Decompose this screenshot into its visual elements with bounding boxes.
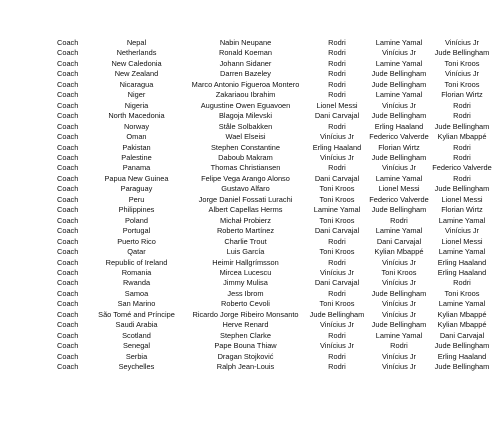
voter-role-cell: Coach [57, 58, 79, 68]
third-place-cell: Rodri [453, 142, 471, 152]
table-row [57, 320, 493, 330]
voter-role-cell: Coach [57, 48, 79, 58]
country-cell: São Tomé and Príncipe [98, 309, 175, 319]
voter-name-cell: Albert Capellas Herms [208, 205, 283, 215]
voter-role-cell: Coach [57, 173, 79, 183]
table-row [57, 122, 493, 132]
voter-name-cell: Wael Elseisi [225, 132, 266, 142]
voter-name-cell: Michał Probierz [220, 215, 271, 225]
second-place-cell: Lamine Yamal [375, 330, 423, 340]
second-place-cell: Jude Bellingham [371, 79, 427, 89]
third-place-cell: Vinícius Jr [445, 38, 479, 47]
country-cell: Serbia [125, 351, 148, 361]
voter-name-cell: Marco Antonio Figueroa Montero [191, 79, 300, 89]
third-place-cell: Florian Wirtz [441, 205, 483, 215]
voter-role-cell: Coach [57, 236, 79, 246]
voter-role-cell: Coach [57, 267, 79, 277]
table-row [57, 48, 493, 58]
second-place-cell: Lamine Yamal [375, 226, 423, 236]
second-place-cell: Vinícius Jr [382, 48, 416, 58]
voter-name-cell: Gustavo Alfaro [221, 184, 270, 194]
second-place-cell: Jude Bellingham [371, 152, 427, 162]
country-cell: Saudi Arabia [115, 320, 158, 330]
country-cell: Puerto Rico [117, 236, 156, 246]
second-place-cell: Federico Valverde [369, 194, 429, 204]
table-row [57, 331, 493, 341]
table-row [57, 184, 493, 194]
third-place-cell: Jude Bellingham [434, 121, 490, 131]
voter-role-cell: Coach [57, 152, 79, 162]
country-cell: Republic of Ireland [105, 257, 168, 267]
voter-role-cell: Coach [57, 69, 79, 79]
table-row [57, 153, 493, 163]
voter-name-cell: Ronald Koeman [218, 48, 272, 58]
votes-table [57, 38, 493, 373]
voter-role-cell: Coach [57, 142, 79, 152]
voter-role-cell: Coach [57, 226, 79, 236]
second-place-cell: Vinícius Jr [382, 309, 416, 319]
second-place-cell: Vinícius Jr [382, 163, 416, 173]
third-place-cell: Erling Haaland [437, 267, 487, 277]
second-place-cell: Lionel Messi [378, 184, 420, 194]
table-row [57, 247, 493, 257]
first-place-cell: Rodri [328, 48, 346, 58]
table-row [57, 163, 493, 173]
third-place-cell: Erling Haaland [437, 351, 487, 361]
table-row [57, 278, 493, 288]
third-place-cell: Lionel Messi [441, 194, 483, 204]
first-place-cell: Erling Haaland [312, 142, 362, 152]
country-cell: Seychelles [118, 362, 155, 372]
table-row [57, 59, 493, 69]
first-place-cell: Rodri [328, 58, 346, 68]
country-cell: New Caledonia [111, 58, 162, 68]
first-place-cell: Toni Kroos [319, 215, 355, 225]
second-place-cell: Erling Haaland [374, 121, 424, 131]
third-place-cell: Toni Kroos [444, 79, 480, 89]
second-place-cell: Jude Bellingham [371, 111, 427, 121]
voter-name-cell: Ståle Solbakken [218, 121, 273, 131]
voter-name-cell: Jorge Daniel Fossati Lurachi [198, 194, 293, 204]
first-place-cell: Vinícius Jr [320, 320, 354, 330]
third-place-cell: Rodri [453, 111, 471, 121]
first-place-cell: Rodri [328, 121, 346, 131]
country-cell: Norway [123, 121, 150, 131]
voter-name-cell: Thomas Christiansen [210, 163, 281, 173]
second-place-cell: Vinícius Jr [382, 351, 416, 361]
table-row [57, 299, 493, 309]
table-row [57, 352, 493, 362]
second-place-cell: Federico Valverde [369, 132, 429, 142]
voter-name-cell: Luis García [226, 247, 265, 257]
table-row [57, 195, 493, 205]
second-place-cell: Jude Bellingham [371, 288, 427, 298]
second-place-cell: Lamine Yamal [375, 58, 423, 68]
voter-name-cell: Jess Ibrom [227, 288, 264, 298]
country-cell: Niger [127, 90, 146, 100]
table-row [57, 226, 493, 236]
voter-name-cell: Darren Bazeley [220, 69, 271, 79]
first-place-cell: Rodri [328, 351, 346, 361]
voter-role-cell: Coach [57, 132, 79, 142]
first-place-cell: Rodri [328, 38, 346, 47]
third-place-cell: Kylian Mbappé [437, 309, 487, 319]
second-place-cell: Vinícius Jr [382, 257, 416, 267]
third-place-cell: Vinícius Jr [445, 69, 479, 79]
country-cell: Palestine [121, 152, 152, 162]
second-place-cell: Jude Bellingham [371, 320, 427, 330]
voter-role-cell: Coach [57, 121, 79, 131]
voter-role-cell: Coach [57, 330, 79, 340]
country-cell: Nicaragua [119, 79, 154, 89]
first-place-cell: Rodri [328, 163, 346, 173]
country-cell: Paraguay [120, 184, 153, 194]
first-place-cell: Vinícius Jr [320, 341, 354, 351]
second-place-cell: Lamine Yamal [375, 38, 423, 47]
table-row [57, 111, 493, 121]
table-row [57, 237, 493, 247]
country-cell: Poland [124, 215, 148, 225]
third-place-cell: Rodri [453, 278, 471, 288]
country-cell: Nepal [126, 38, 147, 47]
votes-table-body [57, 38, 493, 373]
second-place-cell: Dani Carvajal [376, 236, 422, 246]
voter-name-cell: Roberto Cevoli [221, 299, 270, 309]
second-place-cell: Vinícius Jr [382, 278, 416, 288]
voter-name-cell: Nabin Neupane [219, 38, 272, 47]
table-row [57, 132, 493, 142]
second-place-cell: Rodri [390, 341, 408, 351]
voter-name-cell: Ralph Jean-Louis [216, 362, 275, 372]
first-place-cell: Rodri [328, 330, 346, 340]
voter-name-cell: Stephen Clarke [220, 330, 271, 340]
third-place-cell: Florian Wirtz [441, 90, 483, 100]
voter-role-cell: Coach [57, 247, 79, 257]
second-place-cell: Toni Kroos [381, 267, 417, 277]
second-place-cell: Kylian Mbappé [374, 247, 424, 257]
table-row [57, 258, 493, 268]
table-row [57, 341, 493, 351]
table-row [57, 205, 493, 215]
voter-name-cell: Augustine Owen Eguavoen [200, 100, 291, 110]
table-row [57, 80, 493, 90]
country-cell: Scotland [122, 330, 151, 340]
third-place-cell: Lamine Yamal [438, 215, 486, 225]
country-cell: Samoa [124, 288, 149, 298]
country-cell: Oman [126, 132, 147, 142]
third-place-cell: Dani Carvajal [439, 330, 485, 340]
voter-role-cell: Coach [57, 257, 79, 267]
table-row [57, 216, 493, 226]
voter-role-cell: Coach [57, 288, 79, 298]
voter-role-cell: Coach [57, 341, 79, 351]
third-place-cell: Lamine Yamal [438, 247, 486, 257]
first-place-cell: Rodri [328, 257, 346, 267]
first-place-cell: Dani Carvajal [314, 111, 360, 121]
table-row [57, 38, 493, 48]
voter-role-cell: Coach [57, 184, 79, 194]
third-place-cell: Lamine Yamal [438, 299, 486, 309]
country-cell: Nigeria [124, 100, 149, 110]
first-place-cell: Toni Kroos [319, 299, 355, 309]
voter-role-cell: Coach [57, 90, 79, 100]
third-place-cell: Toni Kroos [444, 288, 480, 298]
voter-role-cell: Coach [57, 215, 79, 225]
voter-name-cell: Daboub Makram [218, 152, 273, 162]
country-cell: Romania [121, 267, 152, 277]
third-place-cell: Jude Bellingham [434, 341, 490, 351]
country-cell: Rwanda [122, 278, 151, 288]
table-row [57, 289, 493, 299]
country-cell: Philippines [118, 205, 155, 215]
voter-role-cell: Coach [57, 309, 79, 319]
table-row [57, 310, 493, 320]
second-place-cell: Lamine Yamal [375, 173, 423, 183]
third-place-cell: Jude Bellingham [434, 362, 490, 372]
country-cell: New Zealand [114, 69, 159, 79]
country-cell: Portugal [122, 226, 151, 236]
first-place-cell: Vinícius Jr [320, 152, 354, 162]
voter-name-cell: Blagoja Milevski [219, 111, 272, 121]
first-place-cell: Rodri [328, 236, 346, 246]
first-place-cell: Rodri [328, 362, 346, 372]
voter-role-cell: Coach [57, 351, 79, 361]
third-place-cell: Vinícius Jr [445, 226, 479, 236]
first-place-cell: Toni Kroos [319, 247, 355, 257]
third-place-cell: Toni Kroos [444, 58, 480, 68]
second-place-cell: Vinícius Jr [382, 299, 416, 309]
voter-role-cell: Coach [57, 320, 79, 330]
second-place-cell: Rodri [390, 215, 408, 225]
second-place-cell: Vinícius Jr [382, 362, 416, 372]
third-place-cell: Federico Valverde [432, 163, 492, 173]
voter-role-cell: Coach [57, 278, 79, 288]
country-cell: San Marino [117, 299, 156, 309]
second-place-cell: Jude Bellingham [371, 69, 427, 79]
third-place-cell: Jude Bellingham [434, 184, 490, 194]
third-place-cell: Lionel Messi [441, 236, 483, 246]
first-place-cell: Rodri [328, 69, 346, 79]
first-place-cell: Rodri [328, 90, 346, 100]
country-cell: Papua New Guinea [104, 173, 169, 183]
third-place-cell: Jude Bellingham [434, 48, 490, 58]
first-place-cell: Vinícius Jr [320, 267, 354, 277]
voter-name-cell: Roberto Martínez [216, 226, 275, 236]
voter-name-cell: Herve Renard [222, 320, 269, 330]
table-row [57, 69, 493, 79]
country-cell: Panama [122, 163, 151, 173]
voter-role-cell: Coach [57, 205, 79, 215]
first-place-cell: Rodri [328, 288, 346, 298]
voter-role-cell: Coach [57, 299, 79, 309]
voter-name-cell: Jimmy Mulisa [223, 278, 268, 288]
voter-name-cell: Stephen Constantine [210, 142, 281, 152]
country-cell: Senegal [122, 341, 151, 351]
third-place-cell: Rodri [453, 152, 471, 162]
voter-name-cell: Heimir Hallgrímsson [212, 257, 279, 267]
table-row [57, 101, 493, 111]
voter-name-cell: Felipe Vega Arango Alonso [201, 173, 290, 183]
voter-role-cell: Coach [57, 362, 79, 372]
country-cell: Netherlands [116, 48, 157, 58]
third-place-cell: Kylian Mbappé [437, 320, 487, 330]
table-row [57, 174, 493, 184]
first-place-cell: Dani Carvajal [314, 226, 360, 236]
country-cell: North Macedonia [108, 111, 165, 121]
first-place-cell: Rodri [328, 79, 346, 89]
voter-role-cell: Coach [57, 111, 79, 121]
first-place-cell: Vinícius Jr [320, 132, 354, 142]
third-place-cell: Rodri [453, 173, 471, 183]
first-place-cell: Lionel Messi [316, 100, 358, 110]
voter-role-cell: Coach [57, 100, 79, 110]
first-place-cell: Jude Bellingham [309, 309, 365, 319]
voter-name-cell: Charlie Trout [224, 236, 267, 246]
table-row [57, 362, 493, 372]
first-place-cell: Dani Carvajal [314, 278, 360, 288]
voter-name-cell: Johann Sidaner [219, 58, 272, 68]
second-place-cell: Florian Wirtz [378, 142, 420, 152]
first-place-cell: Dani Carvajal [314, 173, 360, 183]
third-place-cell: Kylian Mbappé [437, 132, 487, 142]
voter-name-cell: Zakariaou Ibrahim [215, 90, 276, 100]
first-place-cell: Toni Kroos [319, 184, 355, 194]
voter-role-cell: Coach [57, 79, 79, 89]
voter-role-cell: Coach [57, 163, 79, 173]
country-cell: Peru [128, 194, 145, 204]
table-row [57, 90, 493, 100]
second-place-cell: Jude Bellingham [371, 205, 427, 215]
third-place-cell: Rodri [453, 100, 471, 110]
first-place-cell: Toni Kroos [319, 194, 355, 204]
voter-name-cell: Dragan Stojković [217, 351, 274, 361]
voter-role-cell: Coach [57, 38, 79, 47]
country-cell: Pakistan [122, 142, 151, 152]
third-place-cell: Erling Haaland [437, 257, 487, 267]
voter-name-cell: Pape Bouna Thiaw [214, 341, 277, 351]
table-row [57, 143, 493, 153]
table-row [57, 268, 493, 278]
first-place-cell: Lamine Yamal [313, 205, 361, 215]
country-cell: Qatar [127, 247, 146, 257]
second-place-cell: Lamine Yamal [375, 90, 423, 100]
voter-name-cell: Mircea Lucescu [219, 267, 272, 277]
voter-role-cell: Coach [57, 194, 79, 204]
second-place-cell: Vinícius Jr [382, 100, 416, 110]
voter-name-cell: Ricardo Jorge Ribeiro Monsanto [192, 309, 299, 319]
